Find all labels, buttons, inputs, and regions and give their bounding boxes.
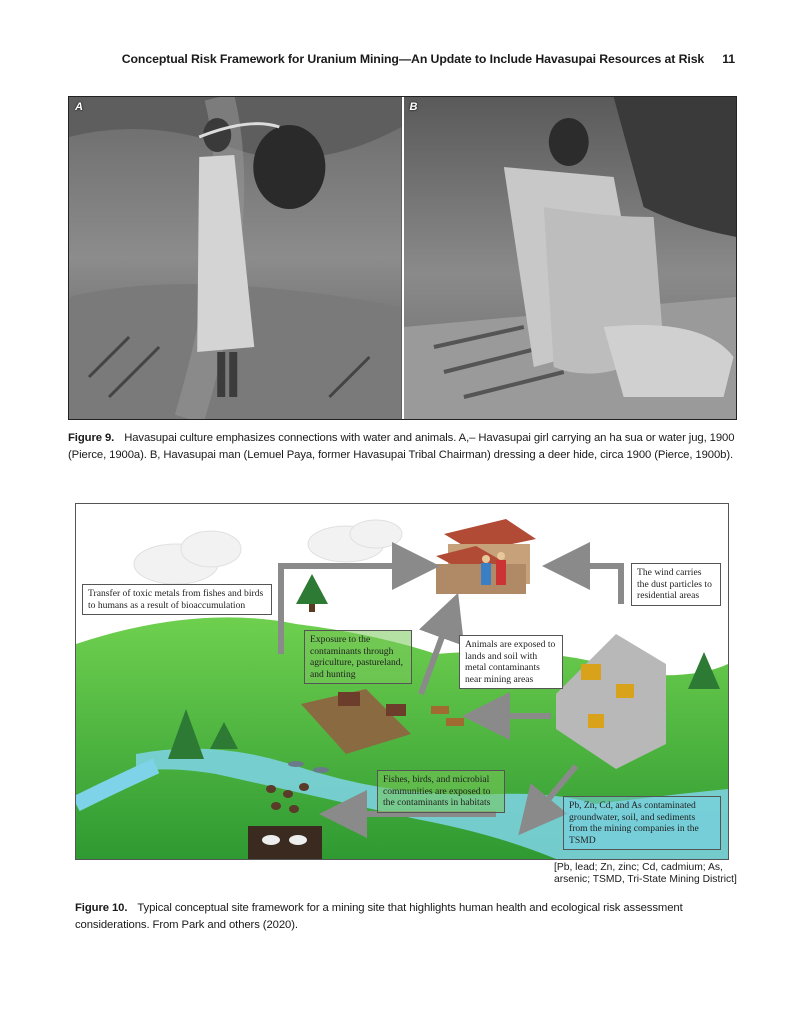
box-exposure-agriculture: Exposure to the contaminants through agriculture, pastureland, and hunting [304,630,412,684]
box-fishes-birds-microbes: Fishes, birds, and microbial communities are exposed to the contaminants in habitats [377,770,505,813]
house-with-family [436,519,536,594]
microbial-sample [248,826,322,859]
figure-9-caption [68,430,736,464]
photo-b-image [404,97,737,419]
page-number: 11 [722,52,735,66]
figure-10-diagram [75,503,729,860]
box-animals-exposed: Animals are exposed to lands and soil with metal contaminants near mining areas [459,635,563,689]
figure-9-label: Figure 9. [68,432,115,444]
figure-10-abbreviations: [Pb, lead; Zn, zinc; Cd, cadmium; As, arsenic; TSMD, Tri-State Mining District] [554,862,737,885]
figure-10-caption [75,900,735,934]
box-wind-dust: The wind carries the dust particles to residential areas [631,563,721,606]
figure-10-caption-text: Typical conceptual site framework for a mining site that highlights human health and ecological risk assessment considerations. From Park and others (2020). [75,902,683,931]
figure-9-photographs [68,96,737,420]
photo-b-man-dressing-hide [402,97,737,419]
photo-a-girl-with-water-jug [69,97,402,419]
box-bioaccumulation: Transfer of toxic metals from fishes and birds to humans as a result of bioaccumulation [82,584,272,615]
panel-b-label: B [409,101,418,113]
figure-9-caption-text: Havasupai culture emphasizes connections with water and animals. A,– Havasupai girl carrying an ha sua or water jug, 1900 (Pierce, 1900a). B, Havasupai man (Lemuel Paya, former Havasupai Tribal Chairman) dressing a deer hide, circa 1900 (Pierce, 1900b). [68,432,735,461]
panel-a-label: A [75,101,83,113]
photo-a-image [69,97,402,419]
figure-10-label: Figure 10. [75,902,128,914]
clouds [134,520,402,584]
running-header [60,52,735,66]
running-header-title: Conceptual Risk Framework for Uranium Mining—An Update to Include Havasupai Resources at Risk [121,52,705,66]
box-contaminated-groundwater: Pb, Zn, Cd, and As contaminated groundwater, soil, and sediments from the mining companies in the TSMD [563,796,721,850]
